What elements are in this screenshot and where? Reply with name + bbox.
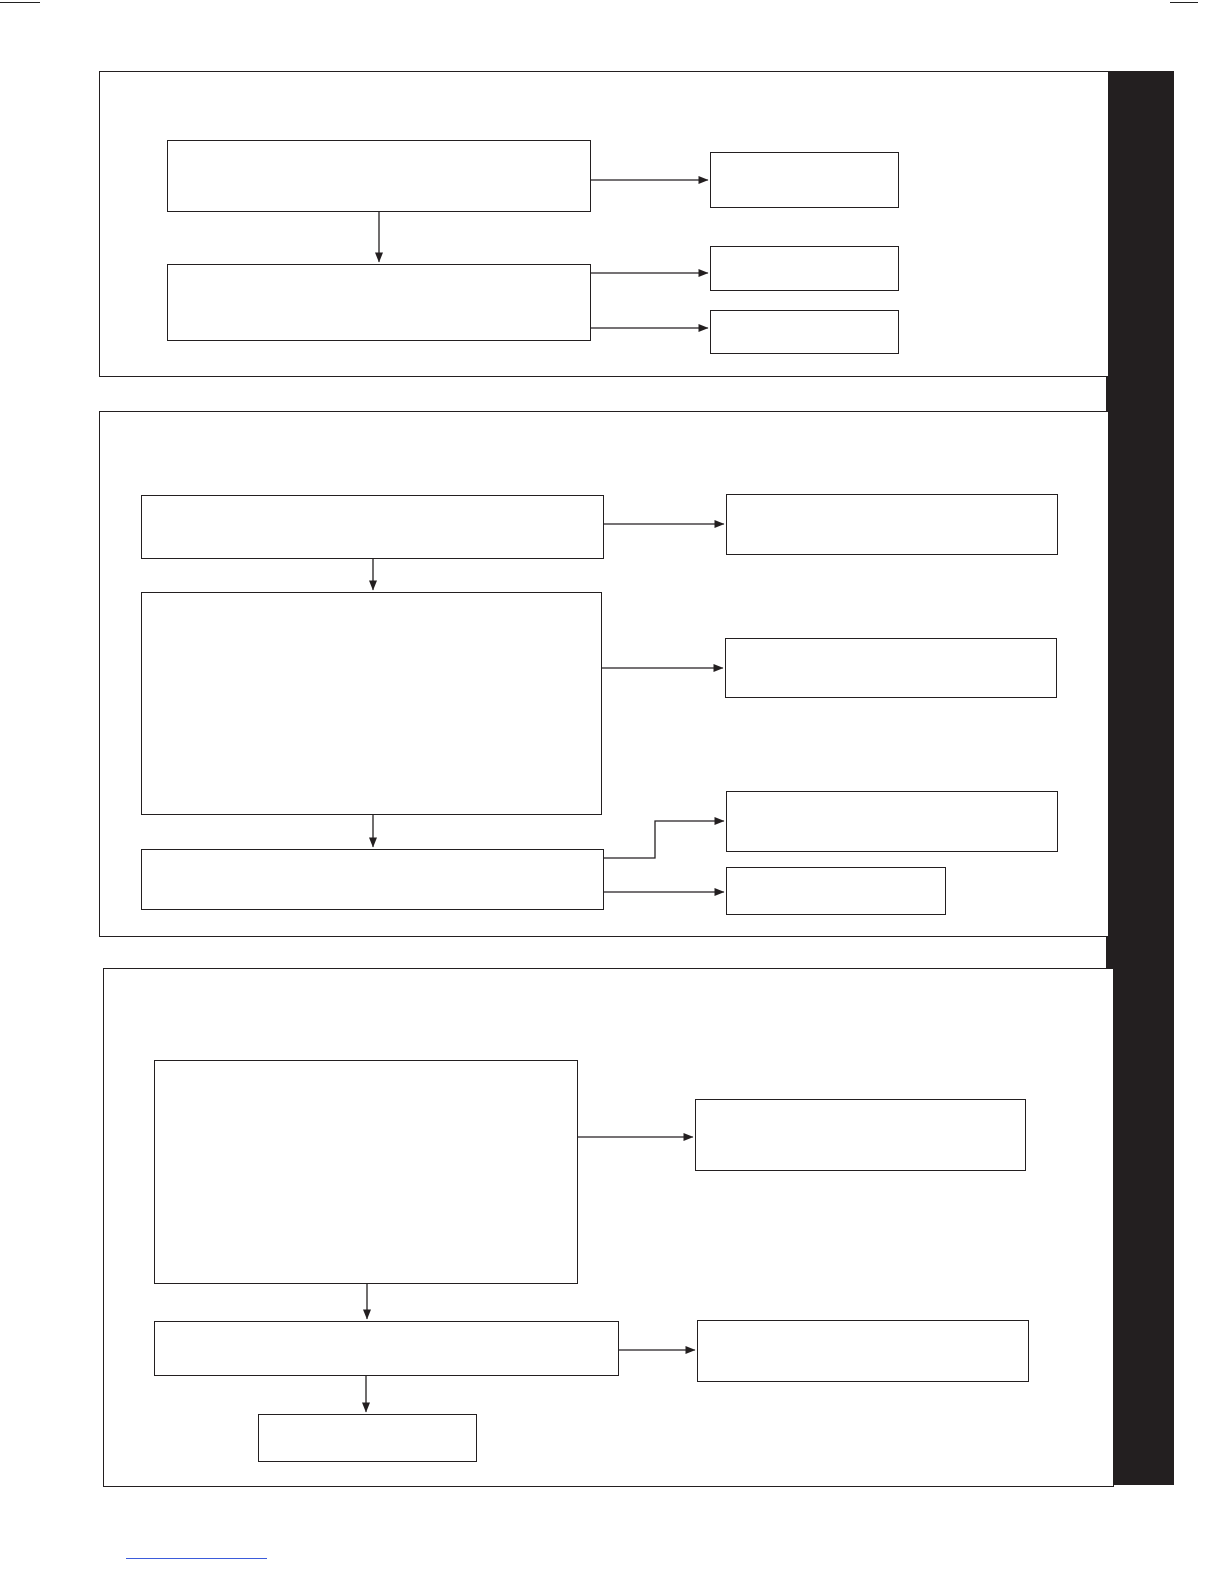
- arrow-p2-elbow: [604, 821, 724, 858]
- footer-link-underline[interactable]: [126, 1558, 267, 1559]
